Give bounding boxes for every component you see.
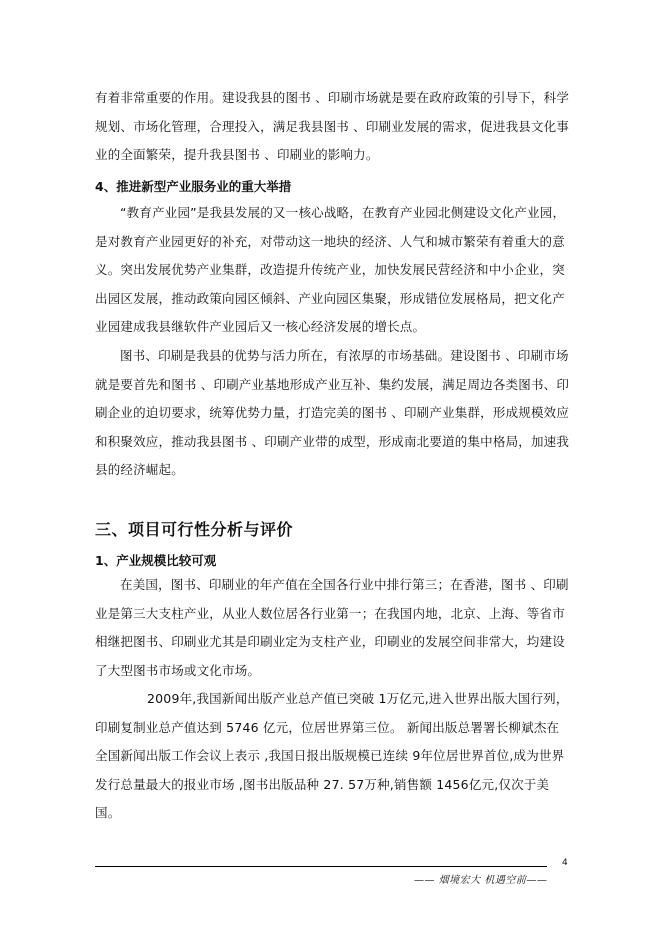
section-3-title: 三、项目可行性分析与评价	[95, 520, 294, 539]
paragraph-industry-scale: 在美国，图书、印刷业的年产值在全国各行业中排行第三；在香港，图书 、印刷业是第三大支柱产业，从业人数位居各行业第一；在我国内地，北京、上海、等省市相继把图书、印刷业尤其是印刷业定为支柱产业，印刷业的发展空间非常大，均建设了大型图书市场或文化市场。	[95, 577, 569, 678]
page-number: 4	[562, 858, 568, 868]
paragraph-advantage: 图书、印刷是我县的优势与活力所在，有浓厚的市场基础。建设图书 、印刷市场就是要首先和图书 、印刷产业基地形成产业互补、集约发展，满足周边各类图书、印刷企业的迫切要求，统筹优势力量，打造完美的图书 、印刷产业集群，形成规模效应和积聚效应，推动我县图书 、印刷产业带的成型，形成南北要道的集中格局，加速我县的经济崛起。	[95, 348, 570, 477]
paragraph-2009-stats: 2009年,我国新闻出版产业总产值已突破 1万亿元,进入世界出版大国行列，印刷复制业总产值达到 5746 亿元，位居世界第三位。 新闻出版总署署长柳斌杰在全国新闻出版工作会议上表示 ,我国日报出版规模已连续 9年位居世界首位,成为世界发行总量最大的报业市场 ,图书出版品种 27. 57万种,销售额 1456亿元,仅次于美国。	[95, 691, 569, 820]
subheading-1: 1、产业规模比较可观	[95, 553, 217, 568]
footer-divider	[95, 866, 547, 867]
paragraph-education-park: “教育产业园”是我县发展的又一核心战略，在教育产业园北侧建设文化产业园，是对教育产业园更好的补充，对带动这一地块的经济、人气和城市繁荣有着重大的意义。突出发展优势产业集群，改造提升传统产业，加快发展民营经济和中小企业，突出园区发展，推动政策向园区倾斜、产业向园区集聚，形成错位发展格局，把文化产业园建成我县继软件产业园后又一核心经济发展的增长点。	[95, 205, 566, 334]
paragraph-intro: 有着非常重要的作用。建设我县的图书 、印刷市场就是要在政府政策的引导下，科学规划、市场化管理，合理投入，满足我县图书 、印刷业发展的需求，促进我县文化事业的全面繁荣，提升我县图书 、印刷业的影响力。	[95, 90, 570, 162]
footer-slogan: —— 烟境宏大 机遇空前——	[414, 875, 548, 886]
subheading-4: 4、推进新型产业服务业的重大举措	[95, 179, 292, 194]
